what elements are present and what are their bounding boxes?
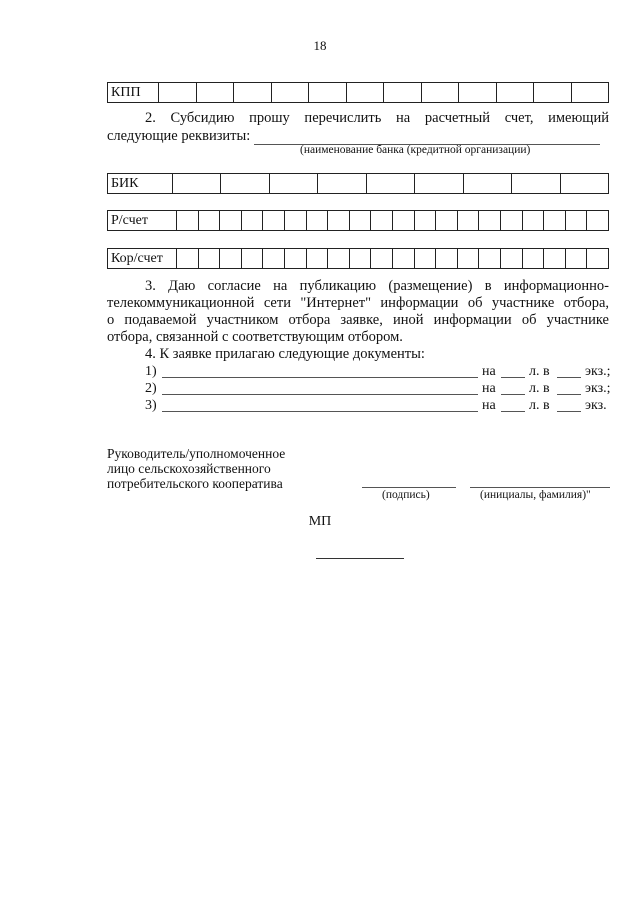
attach-row-ekz: экз. [585,398,607,413]
ks-digit-cell[interactable] [414,249,436,269]
ks-digit-cell[interactable] [177,249,199,269]
bik-digit-cell[interactable] [173,174,221,194]
kpp-digit-cell[interactable] [421,83,459,103]
signer-title-line3: потребительского кооператива [107,476,283,491]
sheets-count-field[interactable] [501,397,525,412]
rs-digit-cell[interactable] [177,211,199,231]
stamp-place: МП [308,514,332,529]
document-name-field[interactable] [162,380,478,395]
attach-row-ekz: экз.; [585,381,611,396]
attach-row-2 [145,380,610,397]
attach-row-1 [145,363,610,380]
attach-row-num: 1) [145,364,157,379]
rs-digit-cell[interactable] [457,211,479,231]
rs-label: Р/счет [108,211,177,231]
ks-digit-cell[interactable] [198,249,220,269]
kpp-digit-cell[interactable] [496,83,534,103]
subsidy-line2 [107,128,609,145]
rs-digit-cell[interactable] [565,211,587,231]
attach-row-num: 2) [145,381,157,396]
ks-digit-cell[interactable] [436,249,458,269]
ks-digit-cell[interactable] [544,249,566,269]
ks-digit-cell[interactable] [241,249,263,269]
rs-digit-cell[interactable] [241,211,263,231]
ks-digit-cell[interactable] [479,249,501,269]
rs-digit-cell[interactable] [436,211,458,231]
attach-row-l: л. в [529,364,550,379]
bik-digit-cell[interactable] [269,174,317,194]
bik-digit-cell[interactable] [318,174,366,194]
attach-row-l: л. в [529,381,550,396]
signature-hint: (подпись) [382,489,430,501]
signature-field[interactable] [362,487,456,488]
bik-digit-cell[interactable] [366,174,414,194]
rs-digit-cell[interactable] [500,211,522,231]
ks-digit-cell[interactable] [284,249,306,269]
rs-digit-cell[interactable] [479,211,501,231]
attach-title: 4. К заявке прилагаю следующие документы: [145,346,425,362]
rs-digit-cell[interactable] [371,211,393,231]
ks-digit-cell[interactable] [457,249,479,269]
ks-digit-cell[interactable] [349,249,371,269]
ks-digit-cell[interactable] [263,249,285,269]
document-name-field[interactable] [162,363,478,378]
kpp-digit-cell[interactable] [196,83,234,103]
page-number: 18 [313,38,327,53]
subsidy-line1: 2. Субсидию прошу перечислить на расчетный счет, имеющий [145,110,609,126]
kpp-digit-cell[interactable] [571,83,609,103]
rs-digit-cell[interactable] [263,211,285,231]
ks-digit-cell[interactable] [565,249,587,269]
ks-digit-cell[interactable] [522,249,544,269]
kpp-digit-cell[interactable] [159,83,197,103]
kpp-table [107,82,609,103]
rs-digit-cell[interactable] [328,211,350,231]
ks-digit-cell[interactable] [587,249,609,269]
attach-row-num: 3) [145,398,157,413]
rs-digit-cell[interactable] [544,211,566,231]
copies-count-field[interactable] [557,380,581,395]
rs-digit-cell[interactable] [220,211,242,231]
bik-digit-cell[interactable] [415,174,463,194]
rs-digit-cell[interactable] [414,211,436,231]
signer-title-line2: лицо сельскохозяйственного [107,461,271,476]
bik-digit-cell[interactable] [560,174,609,194]
ks-label: Кор/счет [108,249,177,269]
consent-line1: 3. Даю согласие на публикацию (размещение) в информационно- [145,278,609,294]
bik-digit-cell[interactable] [221,174,269,194]
kpp-digit-cell[interactable] [309,83,347,103]
rs-digit-cell[interactable] [392,211,414,231]
copies-count-field[interactable] [557,397,581,412]
signer-title-line1: Руководитель/уполномоченное [107,446,286,461]
bank-name-field[interactable] [254,130,600,145]
attach-row-l: л. в [529,398,550,413]
bik-digit-cell[interactable] [512,174,560,194]
rs-table [107,210,609,231]
kpp-digit-cell[interactable] [384,83,422,103]
kpp-digit-cell[interactable] [234,83,272,103]
rs-digit-cell[interactable] [349,211,371,231]
attach-row-na: на [482,364,496,379]
document-name-field[interactable] [162,397,478,412]
rs-digit-cell[interactable] [198,211,220,231]
ks-digit-cell[interactable] [392,249,414,269]
attach-row-na: на [482,398,496,413]
rs-digit-cell[interactable] [284,211,306,231]
consent-line2: телекоммуникационной сети "Интернет" информации об участнике отбора, [107,295,609,311]
kpp-digit-cell[interactable] [271,83,309,103]
copies-count-field[interactable] [557,363,581,378]
subsidy-line2-text: следующие реквизиты: [107,128,251,144]
rs-digit-cell[interactable] [522,211,544,231]
consent-line4: отбора, связанной с соответствующим отбором. [107,329,403,345]
kpp-label: КПП [108,83,159,103]
bik-table [107,173,609,194]
bank-name-hint: (наименование банка (кредитной организации) [300,144,531,156]
attach-row-3 [145,397,610,414]
name-field[interactable] [470,487,610,488]
bik-digit-cell[interactable] [463,174,511,194]
end-separator [316,558,404,559]
attach-row-na: на [482,381,496,396]
kpp-digit-cell[interactable] [459,83,497,103]
kpp-digit-cell[interactable] [534,83,572,103]
consent-line3: о подаваемой участником отбора заявке, иной информации об участнике [107,312,609,328]
ks-digit-cell[interactable] [371,249,393,269]
attach-row-ekz: экз.; [585,364,611,379]
sheets-count-field[interactable] [501,363,525,378]
ks-digit-cell[interactable] [220,249,242,269]
ks-digit-cell[interactable] [328,249,350,269]
rs-digit-cell[interactable] [306,211,328,231]
name-hint: (инициалы, фамилия)" [480,489,591,501]
kpp-digit-cell[interactable] [346,83,384,103]
ks-digit-cell[interactable] [306,249,328,269]
sheets-count-field[interactable] [501,380,525,395]
ks-digit-cell[interactable] [500,249,522,269]
rs-digit-cell[interactable] [587,211,609,231]
ks-table [107,248,609,269]
bik-label: БИК [108,174,173,194]
